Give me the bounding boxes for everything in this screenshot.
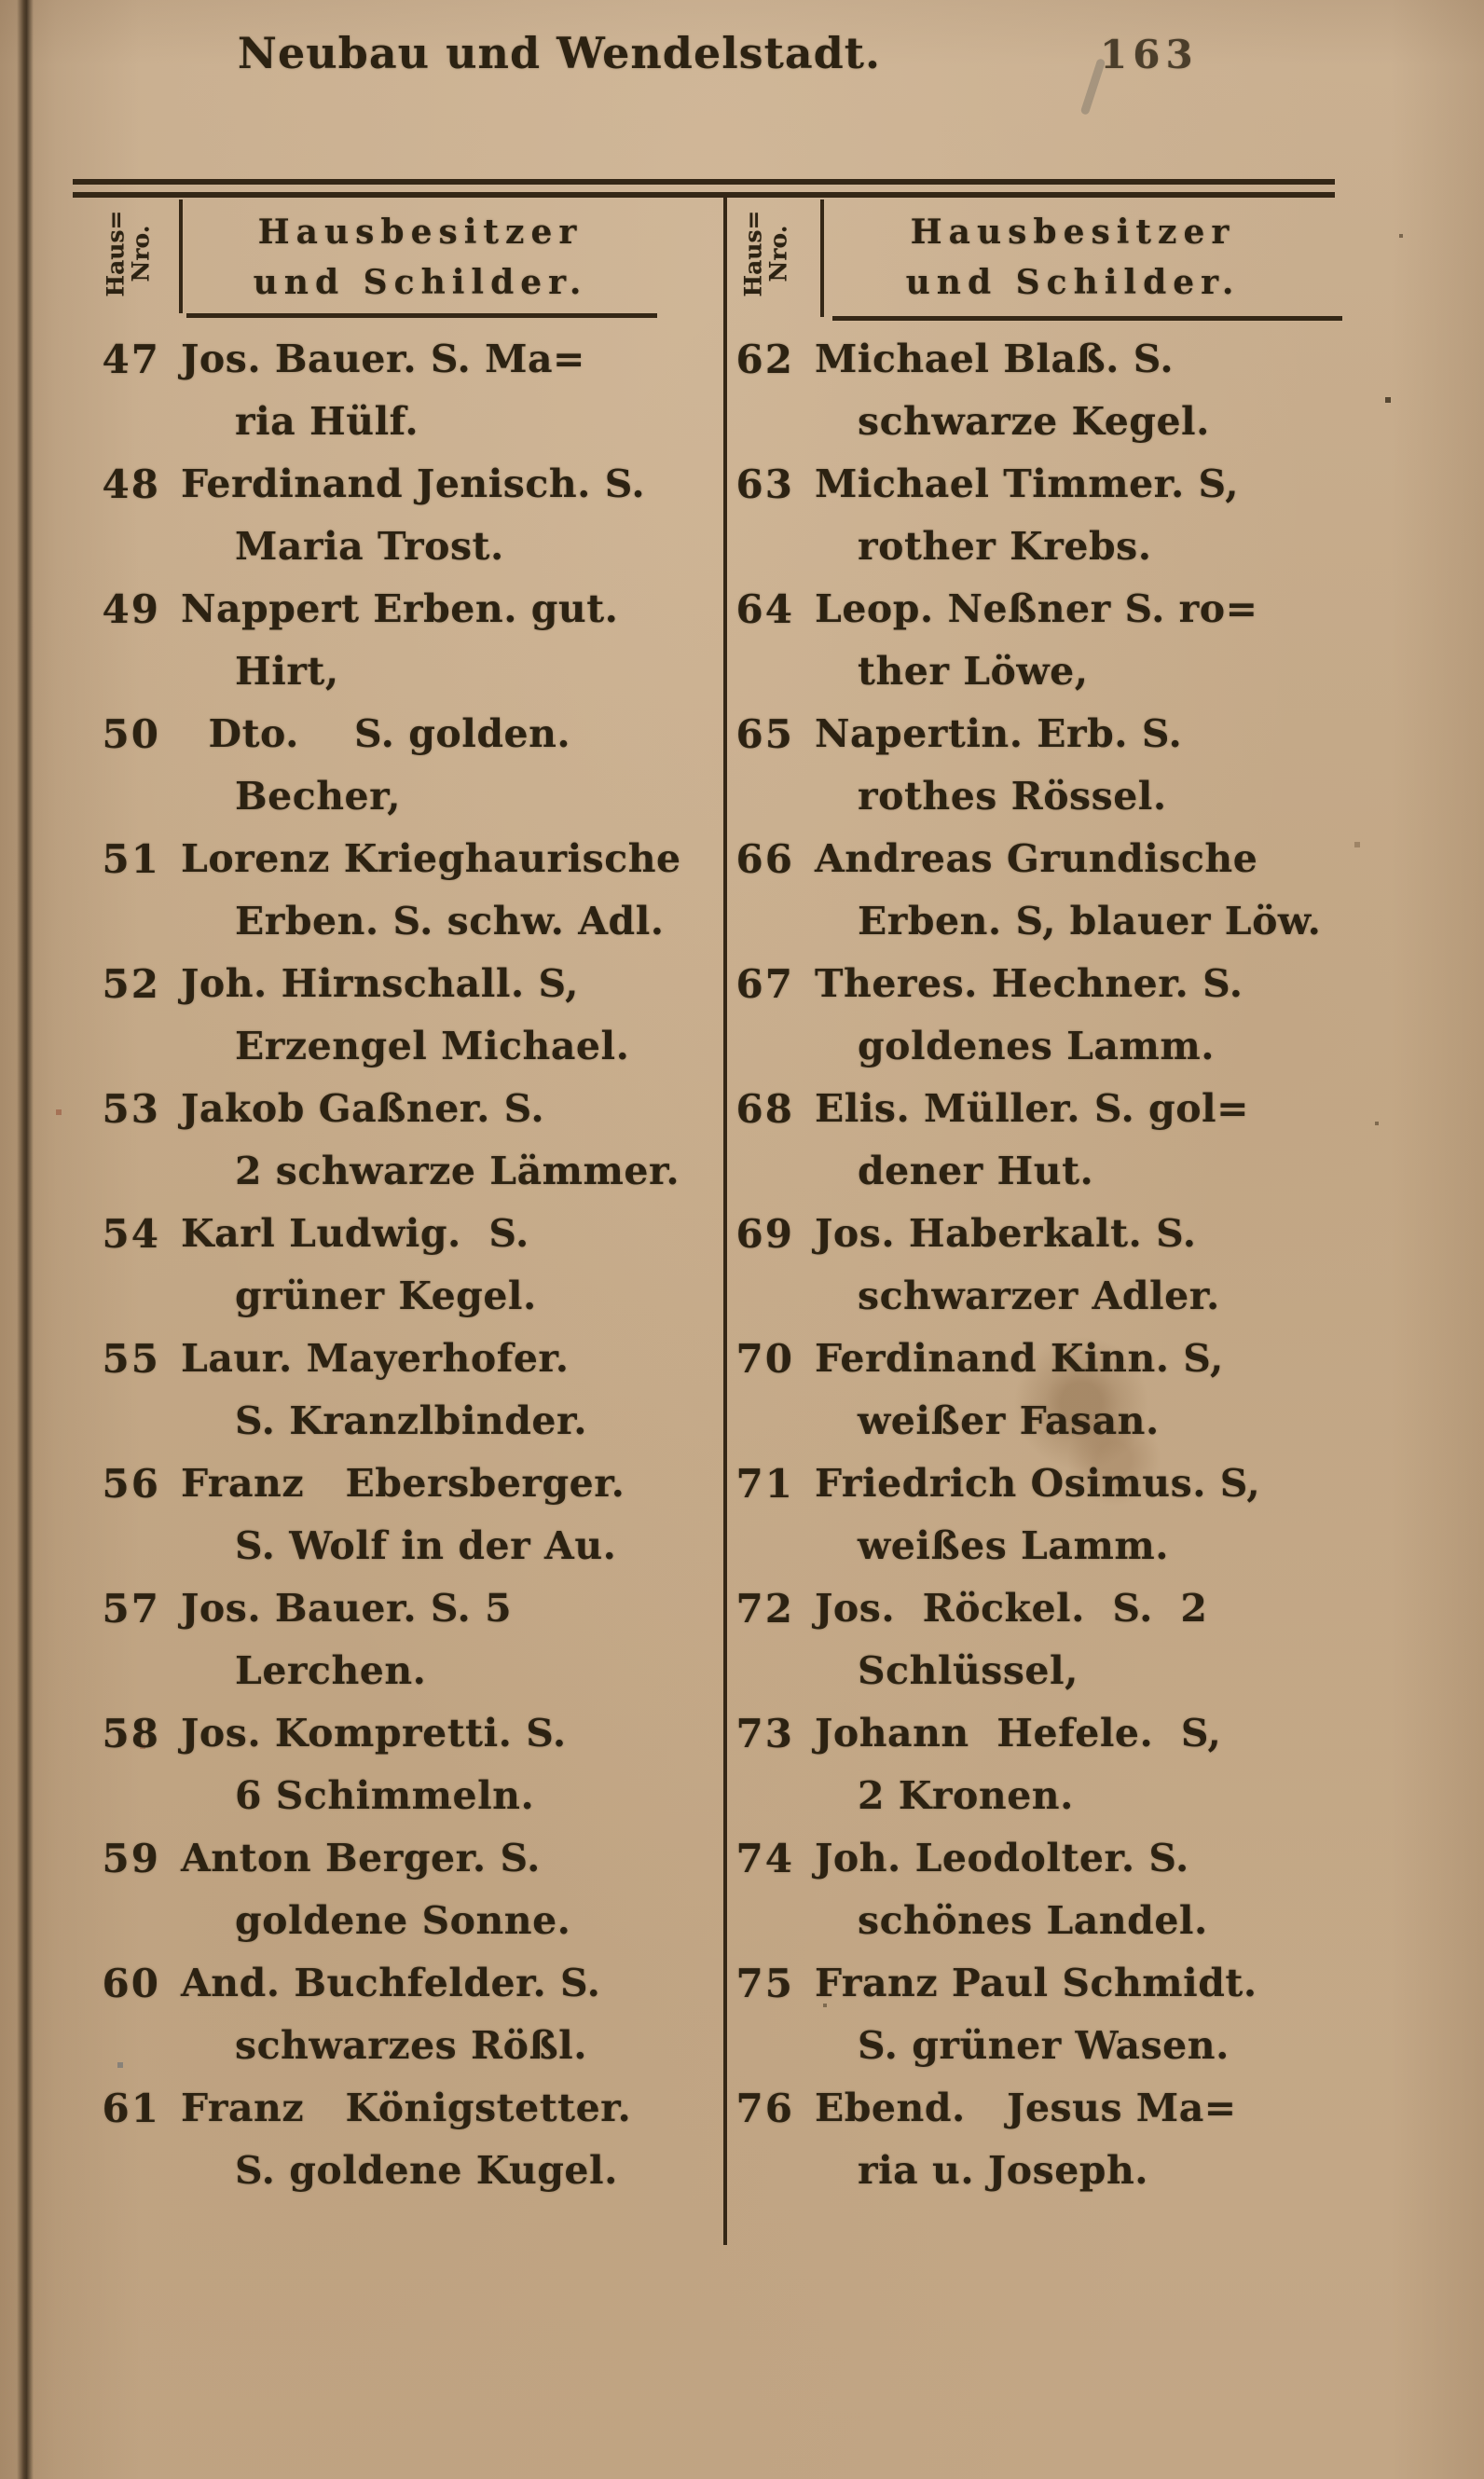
house-number: 48 [102,461,160,507]
header-underline-right [832,316,1342,321]
entry-line: Leop. Neßner S. ro= [815,586,1258,631]
entry-line: Nappert Erben. gut. [181,586,619,631]
table-top-rule [73,179,1335,198]
entry-line: schwarzer Adler. [858,1274,1220,1318]
entries-column-left [82,328,712,2202]
entry-line: Lorenz Krieghaurische [181,836,681,881]
entry-line: Franz Paul Schmidt. [815,1961,1257,2005]
entry-line: 6 Schimmeln. [235,1773,535,1818]
entry-line: Lerchen. [235,1648,427,1693]
entry-line: Jos. Kompretti. S. [181,1711,567,1756]
house-number: 52 [102,961,160,1007]
column-header-line: und Schilder. [905,263,1241,302]
entry-row [82,1453,712,1577]
house-number: 73 [735,1711,794,1756]
entry-row [82,578,712,703]
house-number: 50 [102,711,160,757]
entry-row [716,1577,1368,1702]
house-number-header-line: Nro. [128,225,155,282]
entry-line: weißer Fasan. [858,1398,1160,1443]
entries-column-right [716,328,1368,2202]
house-number: 59 [102,1836,160,1881]
entry-line: S. Kranzlbinder. [235,1398,588,1443]
page-number: 163 [1100,32,1199,77]
house-number: 68 [735,1086,794,1132]
house-number-column-header-left [73,198,185,310]
entry-row [716,1328,1368,1453]
header-underline-left [186,313,657,318]
entry-line: ria Hülf. [235,399,419,444]
entry-line: Becher, [235,774,401,819]
house-number: 62 [735,337,794,382]
entry-row [716,453,1368,578]
entry-line: Jos. Bauer. S. Ma= [181,337,585,381]
entry-row [82,1577,712,1702]
entry-line: Karl Ludwig. S. [181,1211,529,1256]
entry-line: Hirt, [235,649,339,694]
house-number: 70 [735,1336,794,1382]
entry-line: 2 schwarze Lämmer. [235,1149,680,1193]
house-number: 67 [735,961,794,1007]
entry-row [716,328,1368,453]
entry-row [716,578,1368,703]
column-header-left [183,207,658,308]
entry-line: Jakob Gaßner. S. [181,1086,545,1131]
entry-line: ther Löwe, [858,649,1089,694]
entry-row [82,1203,712,1328]
house-number: 60 [102,1961,160,2006]
entry-row [716,1952,1368,2077]
entry-line: 2 Kronen. [858,1773,1074,1818]
entry-line: Joh. Hirnschall. S, [181,961,579,1006]
column-header-line: und Schilder. [253,263,588,302]
entry-line: dener Hut. [858,1149,1094,1193]
column-header-line: Hausbesitzer [910,213,1236,252]
house-number: 56 [102,1461,160,1507]
entry-line: S. Wolf in der Au. [235,1523,617,1568]
entry-line: Anton Berger. S. [181,1836,541,1880]
entry-row [82,453,712,578]
entry-row [82,703,712,828]
entry-line: S. goldene Kugel. [235,2148,618,2193]
entry-line: ria u. Joseph. [858,2148,1149,2193]
house-number: 72 [735,1586,794,1632]
entry-line: Ebend. Jesus Ma= [815,2086,1237,2130]
entry-line: Erben. S. schw. Adl. [235,899,665,943]
house-number: 54 [102,1211,160,1257]
entry-line: schwarzes Rößl. [235,2023,587,2068]
entry-line: Michael Timmer. S, [815,461,1239,506]
house-number: 75 [735,1961,794,2006]
entry-row [716,1453,1368,1577]
house-number: 57 [102,1586,160,1632]
entry-line: Ferdinand Jenisch. S. [181,461,646,506]
entry-line: Schlüssel, [858,1648,1079,1693]
entry-line: Dto. S. golden. [181,711,571,756]
entry-line: Friedrich Osimus. S, [815,1461,1261,1506]
entry-line: Napertin. Erb. S. [815,711,1183,756]
column-header-line: Hausbesitzer [257,213,584,252]
entry-line: Franz Königstetter. [181,2086,632,2130]
entry-row [716,1203,1368,1328]
column-header-right [835,207,1311,308]
house-number-column-header-right [710,198,822,310]
entry-row [716,1078,1368,1203]
entry-line: Jos. Röckel. S. 2 [815,1586,1208,1631]
entry-row [716,1827,1368,1952]
entry-row [82,828,712,953]
entry-row [82,328,712,453]
entry-row [82,953,712,1078]
entry-line: Franz Ebersberger. [181,1461,625,1506]
entry-line: rothes Rössel. [858,774,1167,819]
house-number: 49 [102,586,160,632]
house-number: 69 [735,1211,794,1257]
house-number: 71 [735,1461,794,1507]
entry-line: goldene Sonne. [235,1898,571,1943]
house-number: 76 [735,2086,794,2131]
house-number: 63 [735,461,794,507]
entry-row [716,2077,1368,2202]
entry-line: Theres. Hechner. S. [815,961,1244,1006]
entry-line: Erben. S, blauer Löw. [858,899,1322,943]
page-title: Neubau und Wendelstadt. [237,28,882,78]
entry-line: Joh. Leodolter. S. [815,1836,1189,1880]
house-number: 47 [102,337,160,382]
entry-line: Elis. Müller. S. gol= [815,1086,1249,1131]
entry-line: Michael Blaß. S. [815,337,1175,381]
entry-row [82,1702,712,1827]
house-number: 55 [102,1336,160,1382]
entry-row [82,1827,712,1952]
entry-line: Laur. Mayerhofer. [181,1336,570,1381]
house-number-header-line: Nro. [765,225,792,282]
house-number: 51 [102,836,160,882]
house-number: 74 [735,1836,794,1881]
house-number: 61 [102,2086,160,2131]
entry-row [82,1328,712,1453]
entry-line: And. Buchfelder. S. [181,1961,601,2005]
entry-line: Jos. Haberkalt. S. [815,1211,1197,1256]
entry-line: weißes Lamm. [858,1523,1169,1568]
entry-row [716,953,1368,1078]
entry-row [716,828,1368,953]
house-number: 66 [735,836,794,882]
entry-line: rother Krebs. [858,524,1152,569]
entry-line: goldenes Lamm. [858,1024,1216,1068]
house-number: 64 [735,586,794,632]
entry-row [716,703,1368,828]
entry-line: S. grüner Wasen. [858,2023,1230,2068]
house-number: 65 [735,711,794,757]
house-number: 53 [102,1086,160,1132]
house-number: 58 [102,1711,160,1756]
entry-row [82,1078,712,1203]
binding-crease [17,0,34,2479]
entry-row [82,1952,712,2077]
entry-line: Johann Hefele. S, [815,1711,1222,1756]
paper-specks [0,0,2,2]
entry-row [82,2077,712,2202]
entry-line: Andreas Grundische [815,836,1258,881]
header-divider-right [820,200,824,317]
entry-line: schwarze Kegel. [858,399,1210,444]
entry-row [716,1702,1368,1827]
house-number-header-line: Haus= [103,210,130,297]
entry-line: Maria Trost. [235,524,504,569]
entry-line: schönes Landel. [858,1898,1208,1943]
entry-line: Ferdinand Kinn. S, [815,1336,1224,1381]
house-number-header-line: Haus= [740,210,767,297]
entry-line: Erzengel Michael. [235,1024,630,1068]
entry-line: Jos. Bauer. S. 5 [181,1586,513,1631]
entry-line: grüner Kegel. [235,1274,537,1318]
